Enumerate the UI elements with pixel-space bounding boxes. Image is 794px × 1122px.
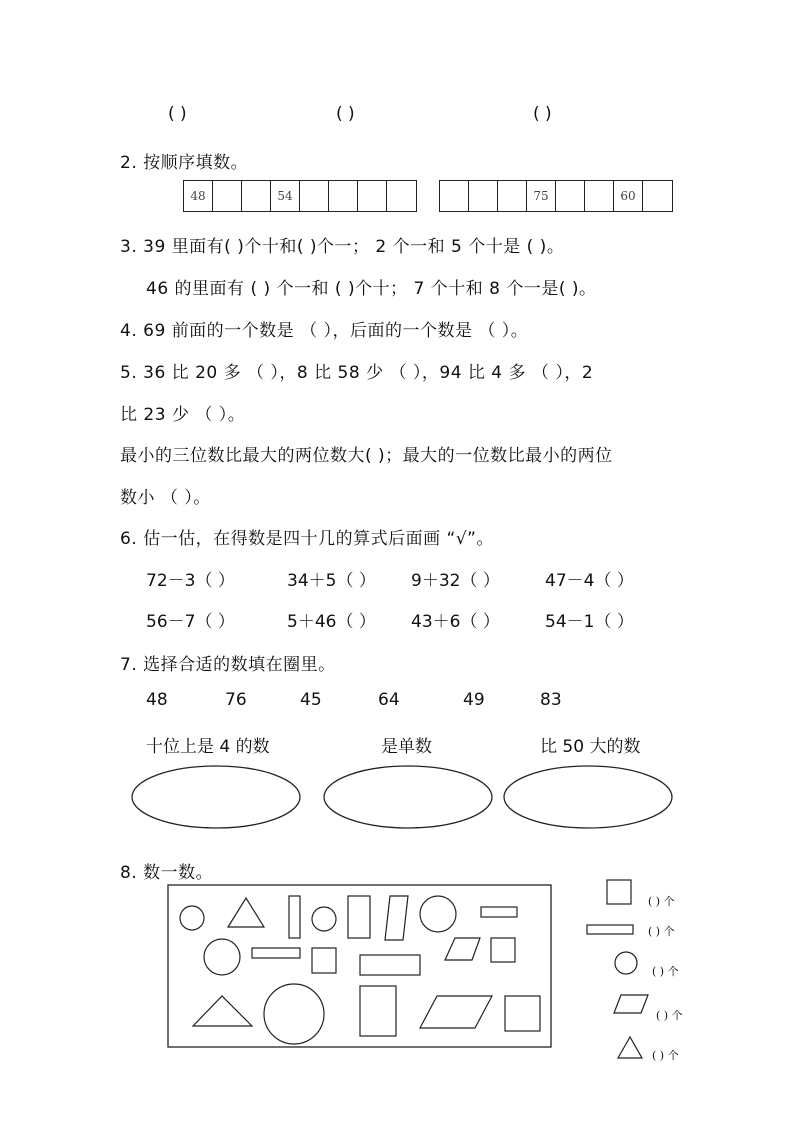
q3-line-2: 46 的里面有 ( ) 个一和 ( )个十； 7 个十和 8 个一是( )。 bbox=[146, 279, 597, 299]
parallelogram-shape bbox=[420, 996, 492, 1028]
rectangle-shape bbox=[348, 896, 370, 938]
blank-1[interactable]: ( ) bbox=[168, 104, 187, 124]
q6-item[interactable]: 54－1（ ） bbox=[545, 612, 634, 632]
count-label-rectangle[interactable]: ( ) 个 bbox=[648, 925, 675, 938]
q7-title: 7. 选择合适的数填在圈里。 bbox=[120, 655, 336, 675]
q5-line-4: 数小 （ ）。 bbox=[120, 488, 211, 508]
square-shape bbox=[491, 938, 515, 962]
count-label-parallelogram[interactable]: ( ) 个 bbox=[656, 1009, 683, 1022]
rectangle-shape bbox=[360, 986, 396, 1036]
rectangle-shape bbox=[481, 907, 517, 917]
q6-item[interactable]: 43＋6（ ） bbox=[411, 612, 500, 632]
q7-category: 十位上是 4 的数 bbox=[146, 737, 270, 757]
q6-item[interactable]: 9＋32（ ） bbox=[411, 571, 500, 591]
q6-item[interactable]: 56－7（ ） bbox=[146, 612, 235, 632]
q6-item[interactable]: 72－3（ ） bbox=[146, 571, 235, 591]
triangle-shape bbox=[228, 898, 264, 927]
count-label-triangle[interactable]: ( ) 个 bbox=[652, 1049, 679, 1062]
q5-line-1: 5. 36 比 20 多 （ ），8 比 58 少 （ ），94 比 4 多 （ ），2 bbox=[120, 363, 594, 383]
legend-rectangle-icon bbox=[587, 925, 633, 934]
oval-odd-numbers[interactable] bbox=[324, 766, 492, 828]
q7-number[interactable]: 76 bbox=[225, 690, 247, 710]
circle-shape bbox=[204, 939, 240, 975]
q5-line-3: 最小的三位数比最大的两位数大( )；最大的一位数比最小的两位 bbox=[120, 446, 613, 466]
circle-shape bbox=[420, 896, 456, 932]
q6-item[interactable]: 34＋5（ ） bbox=[287, 571, 376, 591]
q7-category: 比 50 大的数 bbox=[540, 737, 641, 757]
legend-parallelogram-icon bbox=[614, 995, 648, 1013]
blank-2[interactable]: ( ) bbox=[336, 104, 355, 124]
q8-title: 8. 数一数。 bbox=[120, 863, 214, 883]
q2-right-cell[interactable]: 75 bbox=[527, 181, 556, 211]
parallelogram-shape bbox=[445, 938, 480, 960]
legend-square-icon bbox=[607, 880, 631, 904]
q6-title: 6. 估一估，在得数是四十几的算式后面画 “√”。 bbox=[120, 529, 494, 549]
blank-3[interactable]: ( ) bbox=[533, 104, 552, 124]
q6-item[interactable]: 47－4（ ） bbox=[545, 571, 634, 591]
q2-title: 2. 按顺序填数。 bbox=[120, 153, 249, 173]
legend-circle-icon bbox=[615, 952, 637, 974]
q7-number[interactable]: 49 bbox=[463, 690, 485, 710]
rectangle-shape bbox=[289, 896, 300, 938]
count-label-square[interactable]: ( ) 个 bbox=[648, 895, 675, 908]
rectangle-shape bbox=[360, 955, 420, 975]
count-label-circle[interactable]: ( ) 个 bbox=[652, 965, 679, 978]
oval-tens-digit-4[interactable] bbox=[132, 766, 300, 828]
triangle-shape bbox=[193, 996, 252, 1026]
q2-left-cell[interactable]: 54 bbox=[271, 181, 300, 211]
q5-line-2: 比 23 少 （ ）。 bbox=[120, 405, 246, 425]
circle-shape bbox=[312, 907, 336, 931]
square-shape bbox=[312, 948, 336, 973]
q7-number[interactable]: 64 bbox=[378, 690, 400, 710]
parallelogram-shape bbox=[385, 896, 408, 940]
q7-number[interactable]: 45 bbox=[300, 690, 322, 710]
square-shape bbox=[505, 996, 540, 1031]
circle-shape bbox=[180, 906, 204, 930]
legend-triangle-icon bbox=[618, 1037, 642, 1058]
q6-item[interactable]: 5＋46（ ） bbox=[287, 612, 376, 632]
oval-greater-than-50[interactable] bbox=[504, 766, 672, 828]
circle-shape bbox=[264, 984, 324, 1044]
q4-line: 4. 69 前面的一个数是 （ ），后面的一个数是 （ ）。 bbox=[120, 321, 529, 341]
rectangle-shape bbox=[252, 948, 300, 958]
q7-number[interactable]: 83 bbox=[540, 690, 562, 710]
q7-category: 是单数 bbox=[381, 737, 432, 757]
q3-line-1: 3. 39 里面有( )个十和( )个一； 2 个一和 5 个十是 ( )。 bbox=[120, 237, 565, 257]
q7-number[interactable]: 48 bbox=[146, 690, 168, 710]
q2-right-cell[interactable]: 60 bbox=[614, 181, 643, 211]
q2-left-cell[interactable]: 48 bbox=[184, 181, 213, 211]
